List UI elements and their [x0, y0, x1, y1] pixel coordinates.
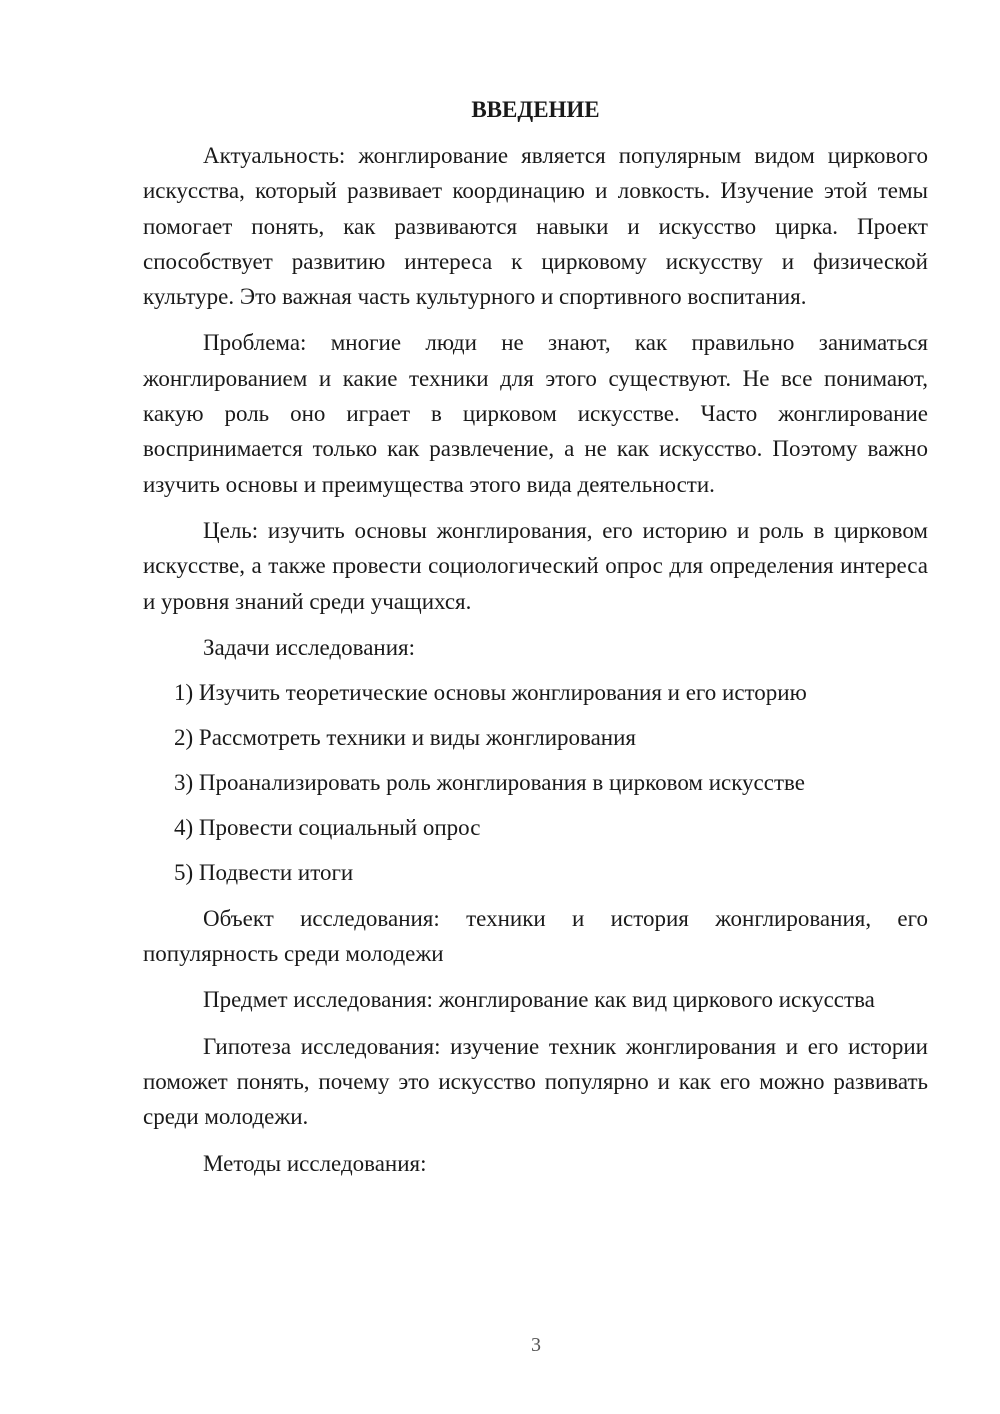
relevance-paragraph: Актуальность: жонглирование является популярным видом циркового искусства, который развивает координацию и ловкость. Изучение этой темы помогает понять, как развиваются навыки и искусство цирка. Проект способствует развитию интереса к цирковому искусству и физической культуре. Это важная часть культурного и спортивного воспитания.: [143, 143, 928, 310]
problem-paragraph: Проблема: многие люди не знают, как правильно заниматься жонглированием и какие техники для этого существуют. Не все понимают, какую роль оно играет в цирковом искусстве. Часто жонглирование воспринимается только как развлечение, а не как искусство. Поэтому важно изучить основы и преимущества этого вида деятельности.: [143, 330, 928, 497]
methods-heading: Методы исследования:: [203, 1150, 427, 1176]
subject-paragraph: Предмет исследования: жонглирование как вид циркового искусства: [203, 987, 875, 1013]
task-item: 1) Изучить теоретические основы жонглирования и его историю: [174, 679, 807, 705]
hypothesis-paragraph: Гипотеза исследования: изучение техник жонглирования и его истории поможет понять, почему это искусство популярно и как его можно развивать среди молодежи.: [143, 1033, 928, 1130]
task-item: 4) Провести социальный опрос: [174, 814, 481, 840]
object-paragraph: Объект исследования: техники и история жонглирования, его популярность среди молодежи: [143, 905, 928, 967]
task-item: 3) Проанализировать роль жонглирования в цирковом искусстве: [174, 769, 805, 795]
goal-paragraph: Цель: изучить основы жонглирования, его историю и роль в цирковом искусстве, а также провести социологический опрос для определения интереса и уровня знаний среди учащихся.: [143, 517, 928, 614]
task-item: 2) Рассмотреть техники и виды жонглирования: [174, 724, 636, 750]
page-number: 3: [531, 1334, 541, 1356]
page-content: [143, 95, 928, 1181]
page-title: ВВЕДЕНИЕ: [471, 97, 600, 122]
tasks-heading: Задачи исследования:: [203, 634, 416, 660]
task-item: 5) Подвести итоги: [174, 859, 354, 885]
tasks-list: [143, 675, 928, 890]
